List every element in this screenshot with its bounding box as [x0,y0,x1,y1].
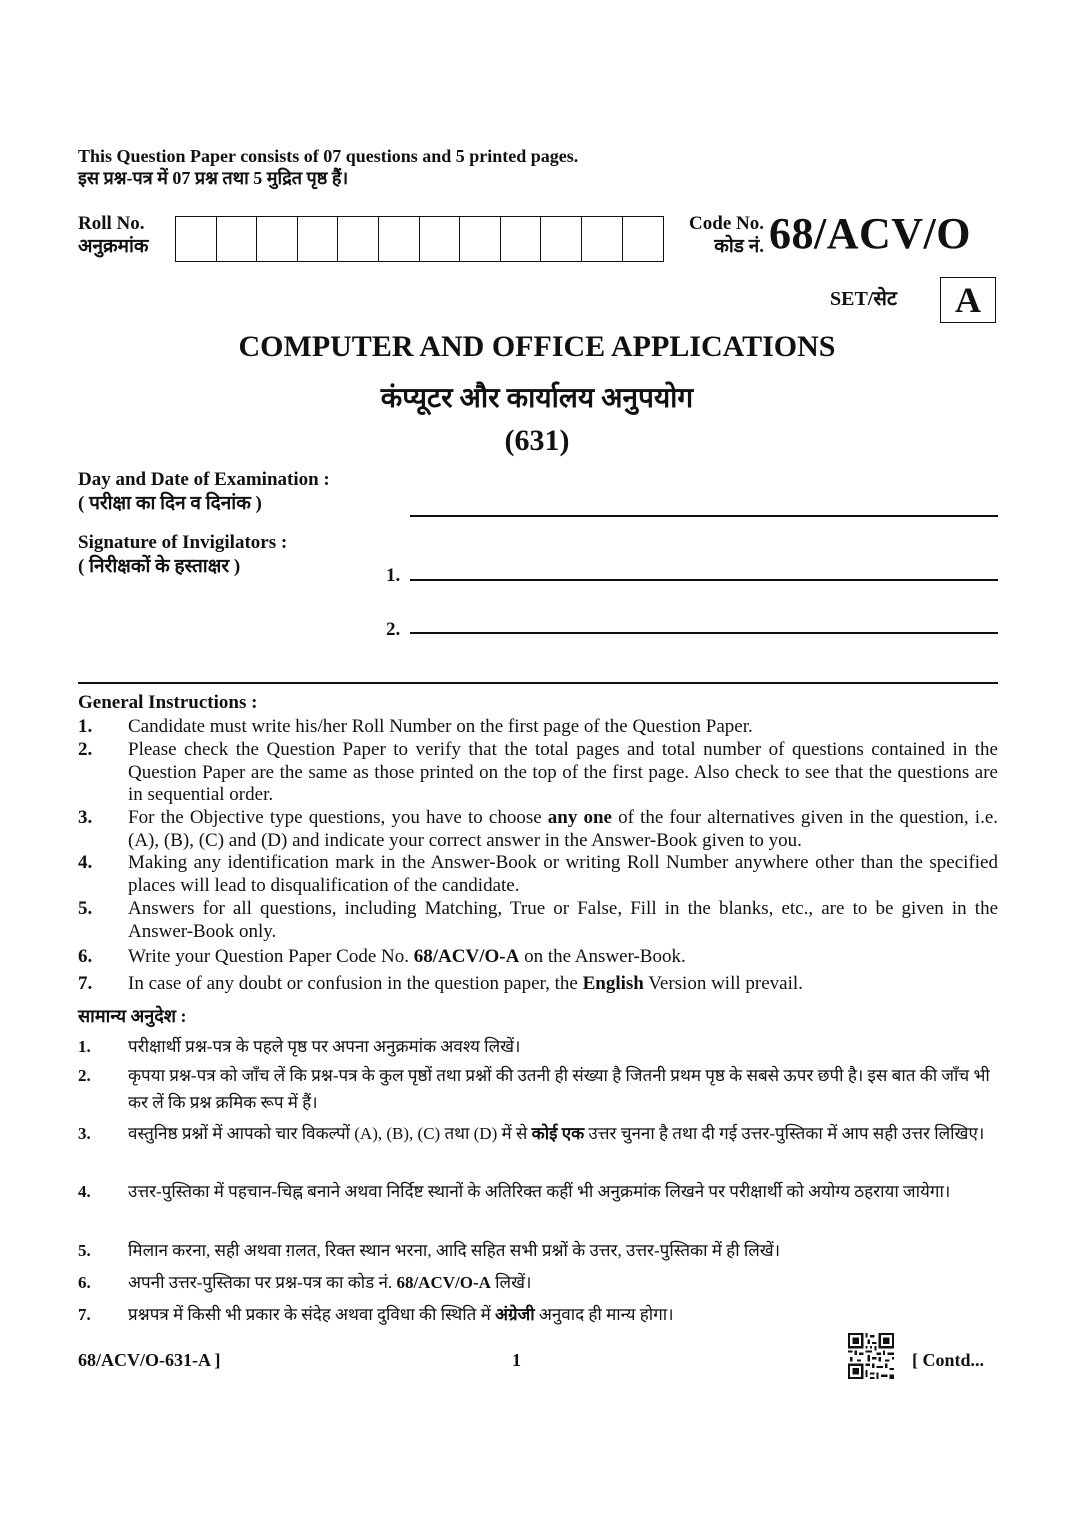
invigilator-signature-label [78,531,287,579]
instruction-number: 5. [78,1241,91,1260]
instruction-text-part: अपनी उत्तर-पुस्तिका पर प्रश्न-पत्र का कोड नं. [128,1273,397,1292]
roll-box[interactable] [541,217,582,261]
instruction-number: 1. [78,1037,91,1056]
signature-label-en: Signature of Invigilators : [78,532,288,553]
instruction-number: 6. [78,1273,91,1292]
signature-line-2-number: 2. [386,619,401,640]
instruction-text-part: For the Objective type questions, you have to choose [128,807,548,828]
instruction-text: Candidate must write his/her Roll Number on the first page of the Question Paper. [128,716,753,737]
instruction-text [128,946,998,969]
instruction-number: 7. [78,1305,91,1324]
footer-paper-code: 68/ACV/O-631-A ] [78,1350,221,1370]
instruction-text-part: लिखें। [490,1273,532,1292]
instruction-text [128,1120,998,1147]
roll-box[interactable] [501,217,542,261]
instruction-emphasis: any one [547,807,612,828]
hindi-instruction-item [78,1237,998,1264]
instruction-item [78,739,998,807]
signature-line-1-number: 1. [386,565,401,586]
roll-label-hi: अनुक्रमांक [78,236,149,257]
section-divider [78,682,998,684]
exam-date-label-hi: ( परीक्षा का दिन व दिनांक ) [78,493,262,514]
instruction-text: Please check the Question Paper to verify that the total pages and total number of questions contained in the Question Paper are the same as those printed on the top of the first page. Also check to see that the questions are in sequential order. [128,739,998,805]
roll-box[interactable] [257,217,298,261]
instruction-item [78,946,998,969]
signature-line-2[interactable] [410,632,998,634]
continued-marker: [ Contd... [912,1350,985,1370]
hindi-instructions-heading: सामान्य अनुदेश : [78,1006,187,1026]
instruction-text: Answers for all questions, including Matching, True or False, Fill in the blanks, etc., are to be given in the Answer-Book only. [128,898,998,942]
instruction-emphasis: English [582,973,644,994]
signature-line-1[interactable] [410,579,998,581]
instruction-text-part: on the Answer-Book. [519,946,686,967]
hindi-instruction-item [78,1178,998,1205]
instruction-number: 5. [78,898,93,919]
set-label: SET/सेट [830,288,897,310]
instruction-item [78,973,998,996]
instruction-number: 3. [78,1124,91,1143]
instruction-text-part: प्रश्नपत्र में किसी भी प्रकार के संदेह अथवा दुविधा की स्थिति में [128,1305,495,1324]
instruction-number: 4. [78,1182,91,1201]
general-instructions-heading: General Instructions : [78,692,258,713]
exam-date-label [78,468,330,516]
roll-box[interactable] [217,217,258,261]
instruction-text [128,807,998,852]
roll-label-en: Roll No. [78,213,145,234]
instruction-text: मिलान करना, सही अथवा ग़लत, रिक्त स्थान भरना, आदि सहित सभी प्रश्नों के उत्तर, उत्तर-पुस्तिका में ही लिखें। [128,1241,781,1260]
instruction-number: 1. [78,716,93,737]
paper-summary-hi: इस प्रश्न-पत्र में 07 प्रश्न तथा 5 मुद्रित पृष्ठ हैं। [78,168,349,188]
roll-box[interactable] [298,217,339,261]
roll-box[interactable] [176,217,217,261]
roll-box[interactable] [379,217,420,261]
roll-box[interactable] [582,217,623,261]
hindi-instruction-item [78,1120,998,1147]
instruction-number: 4. [78,852,93,873]
instruction-emphasis: 68/ACV/O-A [396,1273,491,1292]
code-number-label [676,212,764,258]
code-number-value: 68/ACV/O [769,209,971,258]
hindi-instruction-item [78,1269,998,1296]
instruction-item [78,852,998,897]
code-label-hi: कोड नं. [714,236,764,257]
instruction-item [78,898,998,943]
instruction-text-part: उत्तर चुनना है तथा दी गई उत्तर-पुस्तिका में आप सही उत्तर लिखिए। [584,1124,985,1143]
roll-box[interactable] [623,217,664,261]
roll-box[interactable] [338,217,379,261]
roll-box[interactable] [460,217,501,261]
instruction-emphasis: 68/ACV/O-A [413,946,520,967]
instruction-item [78,716,998,739]
instruction-text-part: Version will prevail. [643,973,803,994]
subject-title-hi: कंप्यूटर और कार्यालय अनुपयोग [380,383,694,414]
instruction-text-part: वस्तुनिष्ठ प्रश्नों में आपको चार विकल्पों (A), (B), (C) तथा (D) में से [128,1124,532,1143]
instruction-text [128,1269,998,1296]
instruction-text-part: Write your Question Paper Code No. [128,946,414,967]
subject-title-en: COMPUTER AND OFFICE APPLICATIONS [238,330,836,363]
signature-label-hi: ( निरीक्षकों के हस्ताक्षर ) [78,556,241,577]
exam-date-line[interactable] [410,515,998,517]
paper-summary-en: This Question Paper consists of 07 questions and 5 printed pages. [78,146,579,166]
instruction-number: 6. [78,946,93,967]
subject-code: (631) [504,424,570,457]
instruction-text [128,1301,998,1328]
instruction-text: उत्तर-पुस्तिका में पहचान-चिह्न बनाने अथवा निर्दिष्ट स्थानों के अतिरिक्त कहीं भी अनुक्रमांक लिखने पर परीक्षार्थी को अयोग्य ठहराया जायेगा। [128,1182,951,1201]
set-value: A [940,277,996,323]
instruction-text-part: अनुवाद ही मान्य होगा। [534,1305,674,1324]
instruction-item [78,807,998,852]
qr-code-icon [848,1333,894,1379]
instruction-number: 7. [78,973,93,994]
instruction-text [128,973,998,996]
roll-number-label [78,212,149,258]
instruction-text: Making any identification mark in the Answer-Book or writing Roll Number anywhere other than the specified places will lead to disqualification of the candidate. [128,852,998,896]
instruction-emphasis: अंग्रेजी [495,1305,535,1324]
instruction-number: 3. [78,807,93,828]
page-number: 1 [512,1350,521,1370]
hindi-instruction-item [78,1301,998,1328]
instruction-text-part: In case of any doubt or confusion in the question paper, the [128,973,583,994]
instruction-text-part: of the four alternatives given in the question, i.e. (A), (B), (C) and (D) and indicate your correct answer in the Answer-Book given to you. [128,807,998,851]
paper-summary [78,145,578,189]
instruction-number: 2. [78,739,93,760]
roll-number-boxes[interactable] [175,216,664,262]
instruction-text: कृपया प्रश्न-पत्र को जाँच लें कि प्रश्न-पत्र के कुल पृष्ठों तथा प्रश्नों की उतनी ही संख्या है जितनी प्रथम पृष्ठ के सबसे ऊपर छपी है। इस बात की जाँच भी कर लें कि प्रश्न क्रमिक रूप में हैं। [128,1066,990,1112]
exam-date-label-en: Day and Date of Examination : [78,469,330,490]
code-label-en: Code No. [689,213,764,234]
hindi-instruction-item [78,1033,998,1060]
roll-box[interactable] [420,217,461,261]
instruction-number: 2. [78,1066,91,1085]
instruction-emphasis: कोई एक [531,1124,585,1143]
hindi-instruction-item [78,1062,998,1116]
instruction-text: परीक्षार्थी प्रश्न-पत्र के पहले पृष्ठ पर अपना अनुक्रमांक अवश्य लिखें। [128,1037,521,1056]
